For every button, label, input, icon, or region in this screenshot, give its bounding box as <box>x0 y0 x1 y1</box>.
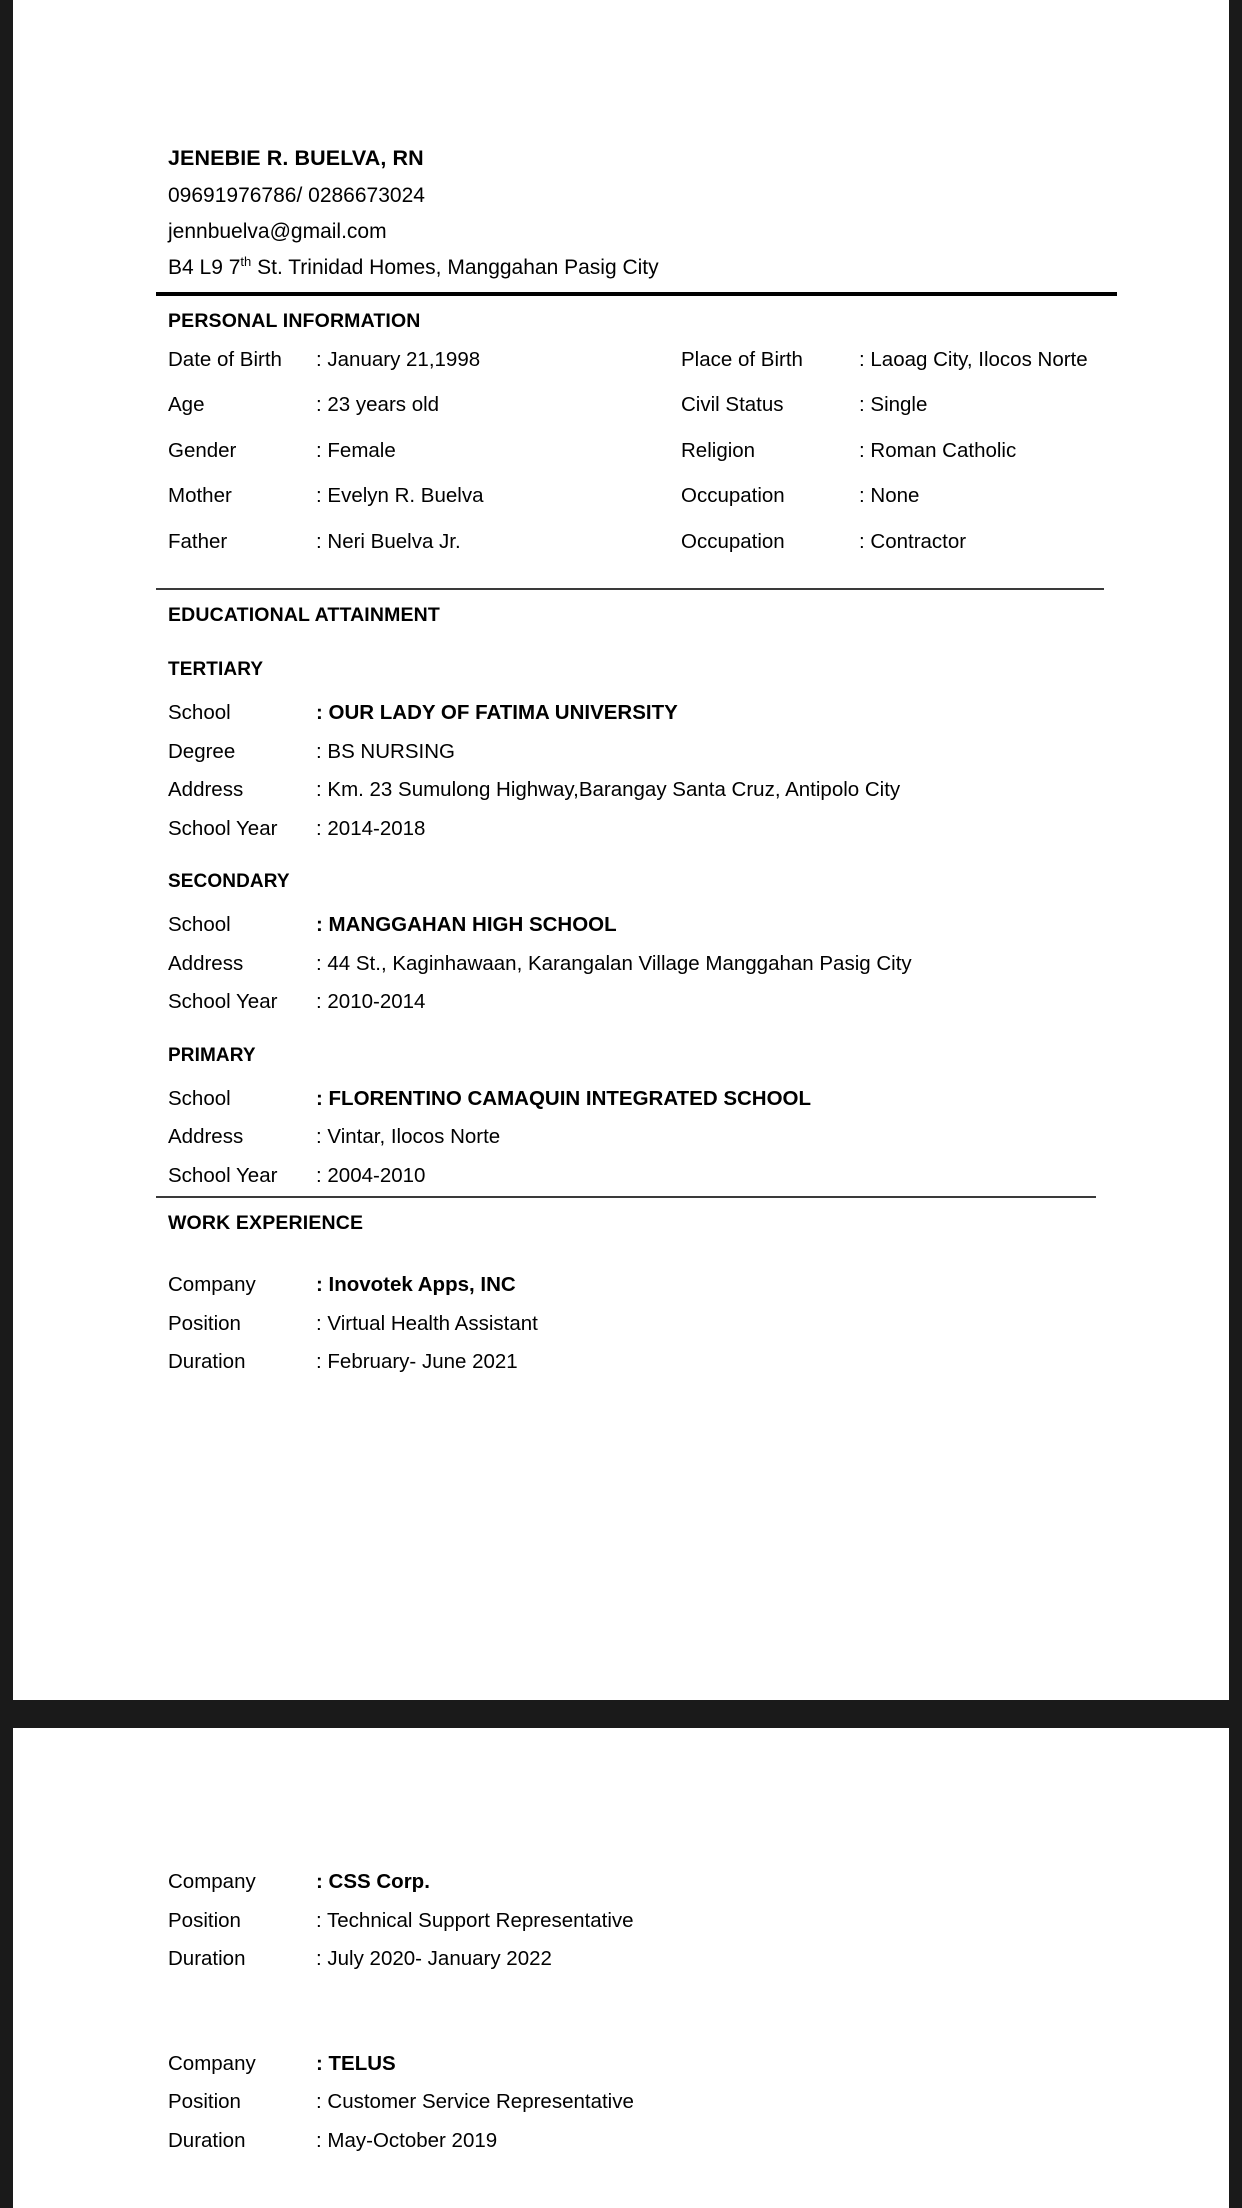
record-value: : Technical Support Representative <box>316 1908 634 1932</box>
education-section <box>13 604 1229 1186</box>
pi-value: : Neri Buelva Jr. <box>316 529 461 553</box>
table-row <box>168 954 1169 993</box>
education-table-primary <box>168 1086 1169 1187</box>
record-label: School Year <box>168 1163 278 1187</box>
resume-page-2 <box>13 1728 1229 2208</box>
table-row <box>168 1352 1169 1373</box>
pi-label: Age <box>168 393 205 416</box>
education-secondary-body <box>168 915 1169 1013</box>
record-value: : TELUS <box>316 2051 396 2075</box>
table-row <box>168 1275 1169 1314</box>
record-label: Address <box>168 951 244 975</box>
table-row <box>168 1314 1169 1353</box>
education-table-tertiary <box>168 703 1169 839</box>
pi-value: : Laoag City, Ilocos Norte <box>859 347 1088 371</box>
record-label: Degree <box>168 739 236 763</box>
education-subheading-primary: PRIMARY <box>168 1044 256 1066</box>
table-row <box>168 2054 1169 2093</box>
table-row <box>168 532 1169 578</box>
record-label: School <box>168 1086 231 1110</box>
pi-label: Occupation <box>681 484 785 507</box>
table-row <box>168 2131 1169 2152</box>
table-row <box>168 1166 1169 1187</box>
personal-information-table <box>168 347 1169 578</box>
pi-label: Mother <box>168 484 232 507</box>
record-value: : MANGGAHAN HIGH SCHOOL <box>316 913 617 936</box>
table-row <box>168 441 1169 487</box>
table-row <box>168 742 1169 781</box>
personal-info-divider <box>156 588 1104 590</box>
record-label: School Year <box>168 816 278 840</box>
pi-label: Gender <box>168 438 237 462</box>
table-row <box>168 1911 1169 1950</box>
record-value: : 2010-2014 <box>316 990 426 1013</box>
education-primary-body <box>168 1086 1169 1187</box>
record-value: : BS NURSING <box>316 739 455 763</box>
record-value: : February- June 2021 <box>316 1350 518 1373</box>
record-value: : OUR LADY OF FATIMA UNIVERSITY <box>316 701 678 724</box>
pi-value: : None <box>859 484 920 507</box>
table-row <box>168 703 1169 742</box>
table-row <box>168 2092 1169 2131</box>
record-value: : July 2020- January 2022 <box>316 1947 552 1970</box>
record-value: : Virtual Health Assistant <box>316 1311 538 1335</box>
record-value: : 44 St., Kaginhawaan, Karangalan Village Manggahan Pasig City <box>316 951 912 975</box>
record-label: Position <box>168 1908 241 1932</box>
record-label: Position <box>168 2090 241 2113</box>
table-row <box>168 350 1169 396</box>
candidate-phone: 09691976786/ 0286673024 <box>168 183 425 207</box>
personal-info-divider-wrap <box>13 588 1229 590</box>
address-remainder: St. Trinidad Homes, Manggahan Pasig City <box>251 255 659 279</box>
education-subheading-tertiary: TERTIARY <box>168 659 264 680</box>
education-divider-wrap <box>13 1196 1229 1198</box>
pi-label: Religion <box>681 438 756 462</box>
pi-value: : January 21,1998 <box>316 347 481 371</box>
resume-page-1 <box>13 0 1229 1700</box>
pi-value: : Female <box>316 438 396 462</box>
record-value: : May-October 2019 <box>316 2128 498 2152</box>
record-value: : CSS Corp. <box>316 1870 430 1893</box>
record-label: Address <box>168 1125 244 1148</box>
record-label: School <box>168 701 231 724</box>
pi-label: Father <box>168 529 228 553</box>
record-value: : 2004-2010 <box>316 1163 426 1187</box>
record-value: : Customer Service Representative <box>316 2090 634 2113</box>
work-experience-entry <box>168 1970 1169 2152</box>
resume-header <box>168 0 1169 278</box>
pi-value: : Evelyn R. Buelva <box>316 484 484 507</box>
page-2-content <box>13 1728 1229 2151</box>
pi-value: : Contractor <box>859 529 967 553</box>
work-entry-body-1 <box>168 1275 1169 1373</box>
record-label: Position <box>168 1311 241 1335</box>
record-label: Duration <box>168 2128 246 2152</box>
work-experience-entry <box>168 1728 1169 1970</box>
page-1-content <box>13 0 1229 278</box>
record-value: : Vintar, Ilocos Norte <box>316 1125 501 1148</box>
table-row <box>168 1949 1169 1970</box>
table-row <box>168 1872 1169 1911</box>
candidate-address <box>168 253 1169 279</box>
record-label: Duration <box>168 1947 246 1970</box>
table-row <box>168 780 1169 819</box>
work-entry-table-3 <box>168 2051 1169 2152</box>
work-entry-body-3 <box>168 2051 1169 2152</box>
record-label: Company <box>168 1870 256 1893</box>
table-row <box>168 992 1169 1013</box>
personal-information-body <box>168 347 1169 578</box>
candidate-name: JENEBIE R. BUELVA, RN <box>168 146 424 170</box>
table-row <box>168 1127 1169 1166</box>
candidate-email: jennbuelva@gmail.com <box>168 219 387 243</box>
work-entry-body-2 <box>168 1872 1169 1970</box>
record-value: : 2014-2018 <box>316 816 426 840</box>
record-value: : FLORENTINO CAMAQUIN INTEGRATED SCHOOL <box>316 1086 812 1110</box>
address-prefix: B4 L9 7 <box>168 255 241 279</box>
section-title-educational-attainment: EDUCATIONAL ATTAINMENT <box>168 604 440 626</box>
table-row <box>168 486 1169 532</box>
address-ordinal-suffix: th <box>240 253 252 269</box>
pi-label: Date of Birth <box>168 347 282 371</box>
work-experience-section-page-1 <box>13 1212 1229 1373</box>
education-table-secondary <box>168 915 1169 1013</box>
work-entry-table-1 <box>168 1275 1169 1373</box>
work-entry-table-2 <box>168 1872 1169 1970</box>
page-separator <box>0 1700 1242 1728</box>
pi-value: : Roman Catholic <box>859 438 1017 462</box>
record-label: Company <box>168 1273 256 1296</box>
header-divider <box>156 292 1117 296</box>
record-label: Address <box>168 778 244 801</box>
table-row <box>168 819 1169 840</box>
table-row <box>168 395 1169 441</box>
record-label: Duration <box>168 1350 246 1373</box>
table-row <box>168 915 1169 954</box>
table-row <box>168 1089 1169 1128</box>
section-title-work-experience: WORK EXPERIENCE <box>168 1212 364 1234</box>
record-label: School <box>168 913 231 936</box>
education-divider <box>156 1196 1096 1198</box>
record-value: : Km. 23 Sumulong Highway,Barangay Santa Cruz, Antipolo City <box>316 778 901 801</box>
personal-information-section <box>13 310 1229 578</box>
pi-label: Place of Birth <box>681 347 803 371</box>
education-tertiary-body <box>168 703 1169 839</box>
header-divider-wrap <box>13 292 1229 296</box>
pi-value: : Single <box>859 393 928 416</box>
pi-value: : 23 years old <box>316 393 440 416</box>
record-label: School Year <box>168 990 278 1013</box>
pi-label: Occupation <box>681 529 785 553</box>
section-title-personal-information: PERSONAL INFORMATION <box>168 309 421 332</box>
record-value: : Inovotek Apps, INC <box>316 1273 516 1296</box>
education-subheading-secondary: SECONDARY <box>168 871 290 892</box>
pi-label: Civil Status <box>681 393 784 416</box>
work-experience-entry <box>168 1275 1169 1373</box>
record-label: Company <box>168 2051 256 2075</box>
